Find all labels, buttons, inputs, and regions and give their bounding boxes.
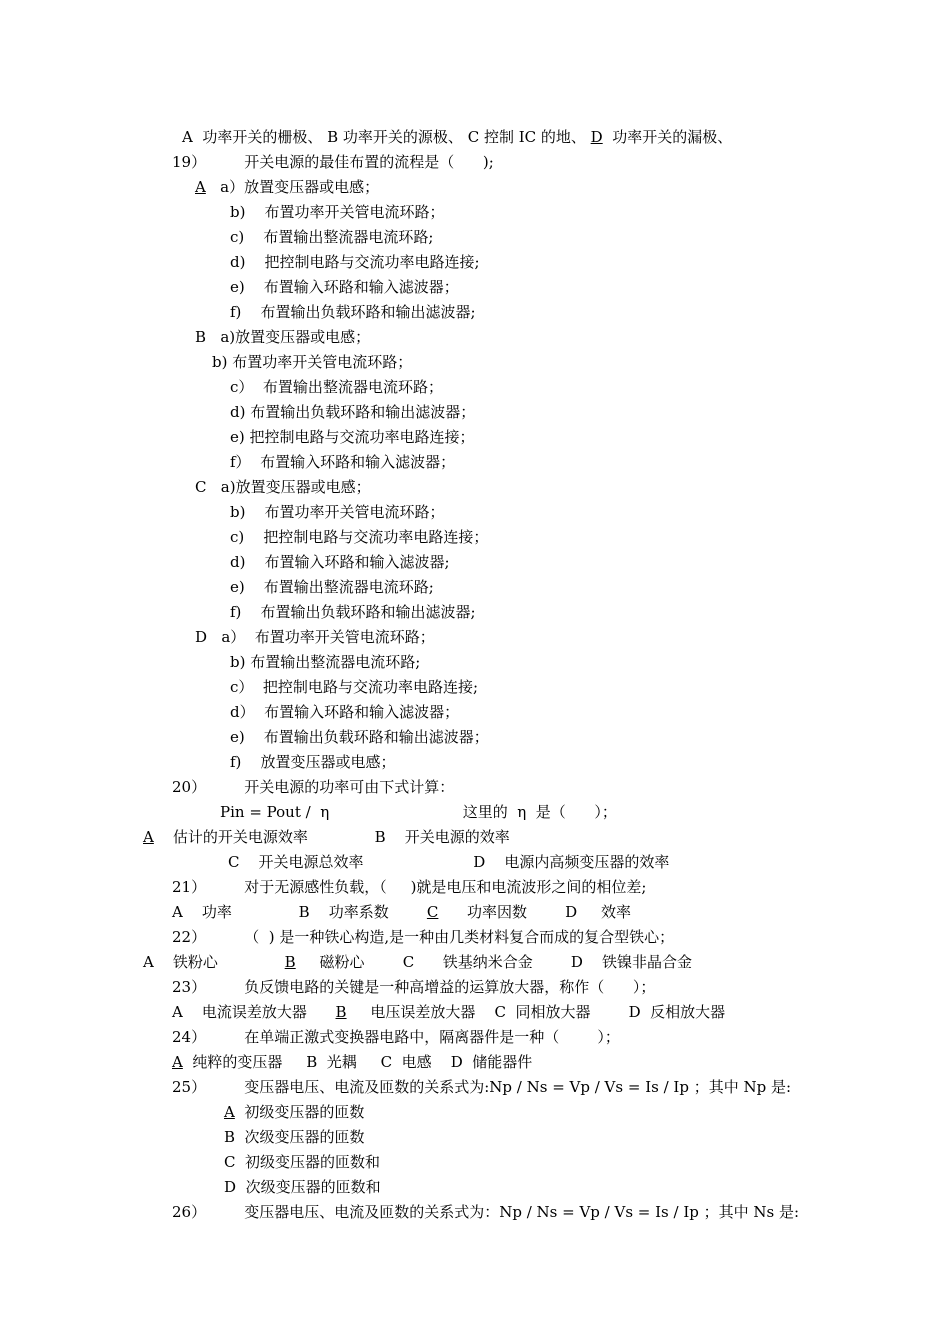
option-d-line: D a） 布置功率开关管电流环路； [195,628,435,646]
question-26: 26） 变压器电压、电流及匝数的关系式为：Np / Ns = Vp / Vs = Is / Ip ；其中 Ns 是: [172,1203,800,1221]
text-line: c） 把控制电路与交流功率电路连接; [230,678,478,696]
text-line: b) 布置功率开关管电流环路； [212,353,413,371]
text-line: b) 布置输出整流器电流环路; [230,653,421,671]
answer-options: A 功率 B 功率系数 C 功率因数 D 效率 [172,903,632,921]
question-24: 24） 在单端正激式变换器电路中，隔离器件是一种（ ）； [172,1028,620,1046]
text-line: d) 布置输入环路和输入滤波器; [230,553,450,571]
answer-options: A 电流误差放大器 B 电压误差放大器 C 同相放大器 D 反相放大器 [172,1003,726,1021]
answer-options: A 估计的开关电源效率 B 开关电源的效率 [143,828,510,846]
text-line: c） 布置输出整流器电流环路； [230,378,443,396]
text-line: d) 把控制电路与交流功率电路连接; [230,253,480,271]
text-line: d) 布置输出负载环路和输出滤波器； [230,403,476,421]
question-20: 20） 开关电源的功率可由下式计算： [172,778,455,796]
question-21: 21） 对于无源感性负载，（ )就是电压和电流波形之间的相位差; [172,878,647,896]
text-line: f) 放置变压器或电感； [230,753,396,771]
question-19: 19） 开关电源的最佳布置的流程是（ ); [172,153,494,171]
question-22: 22） （ ) 是一种铁心构造,是一种由几类材料复合而成的复合型铁心； [172,928,675,946]
text-line: c) 布置输出整流器电流环路; [230,228,434,246]
text-line: b) 布置功率开关管电流环路； [230,203,445,221]
answer-option: B 次级变压器的匝数 [224,1128,365,1146]
formula-line: Pin = Pout / η 这里的 η 是（ ）； [220,803,617,821]
text-line: f) 布置输出负载环路和输出滤波器; [230,603,476,621]
text-line: e) 布置输出负载环路和输出滤波器； [230,728,489,746]
option-c-line: C a)放置变压器或电感； [195,478,371,496]
text-line: e) 把控制电路与交流功率电路连接； [230,428,475,446]
text-line: f） 布置输入环路和输入滤波器； [230,453,456,471]
option-a-line: A a）放置变压器或电感； [195,178,380,196]
answer-options: A 铁粉心 B 磁粉心 C 铁基纳米合金 D 铁镍非晶合金 [143,953,693,971]
text-line: e) 布置输入环路和输入滤波器； [230,278,459,296]
answer-options: C 开关电源总效率 D 电源内高频变压器的效率 [228,853,670,871]
answer-option: D 次级变压器的匝数和 [224,1178,381,1196]
question-23: 23） 负反馈电路的关键是一种高增益的运算放大器，称作（ ）； [172,978,656,996]
text-line: c) 把控制电路与交流功率电路连接； [230,528,489,546]
text-line: f) 布置输出负载环路和输出滤波器; [230,303,476,321]
answer-options: A 纯粹的变压器 B 光耦 C 电感 D 储能器件 [172,1053,533,1071]
text-line: b) 布置功率开关管电流环路； [230,503,445,521]
answer-option: A 初级变压器的匝数 [224,1103,365,1121]
question-25: 25） 变压器电压、电流及匝数的关系式为:Np / Ns = Vp / Vs = Is / Ip ；其中 Np 是: [172,1078,792,1096]
text-line: e) 布置输出整流器电流环路; [230,578,434,596]
text-line: A 功率开关的栅极、 B 功率开关的源极、 C 控制 IC 的地、 D 功率开关的漏极、 [182,128,733,146]
answer-option: C 初级变压器的匝数和 [224,1153,381,1171]
text-line: d） 布置输入环路和输入滤波器； [230,703,460,721]
option-b-line: B a)放置变压器或电感； [195,328,371,346]
